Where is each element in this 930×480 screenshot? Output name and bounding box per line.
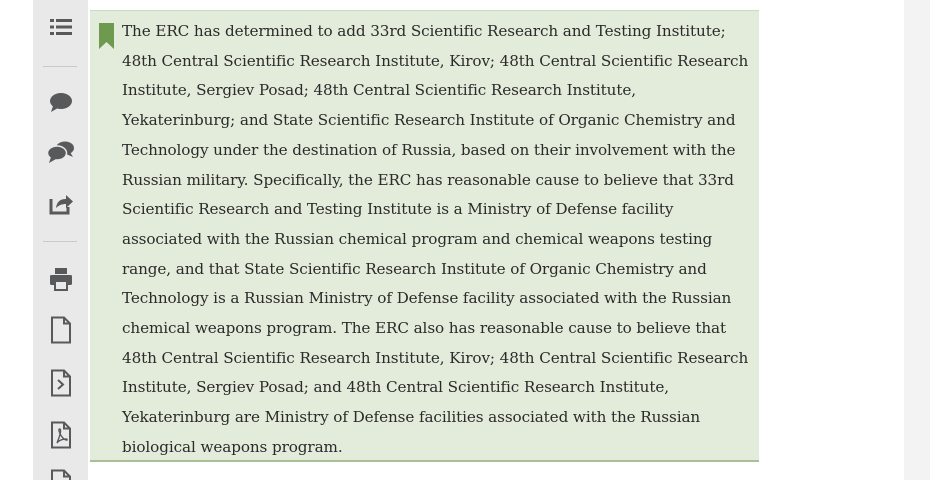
paragraph-text: The ERC has determined to add 33rd Scientific Research and Testing Institute; 48th Central Scientific Research Institute, Kirov; 48th Central Scientific Research Institute, Sergiev Posad; 48th Central Scientific Research Institute, Yekaterinburg; and State Scientific Research Institute of Organic Chemistry and Technology under the destination of Russia, based on their involvement with the Russian military. Specifically, the ERC has reasonable cause to believe that 33rd Scientific Research and Testing Institute is a Ministry of Defense facility associated with the Russian chemical program and chemical weapons testing range, and that State Scientific Research Institute of Organic Chemistry and Technology is a Russian Ministry of Defense facility associated with the Russian chemical weapons program. The ERC also has reasonable cause to believe that 48th Central Scientific Research Institute, Kirov; 48th Central Scientific Research Institute, Sergiev Posad; and 48th Central Scientific Research Institute, Yekaterinburg are Ministry of Defense facilities associated with the Russian biological weapons program. <box>122 22 749 456</box>
comments-button[interactable] <box>33 135 88 169</box>
toolbar-divider <box>43 66 77 67</box>
table-of-contents-button[interactable] <box>33 10 88 44</box>
comment-button[interactable] <box>33 85 88 119</box>
toolbar-divider <box>43 241 77 242</box>
more-document-button[interactable] <box>33 466 88 480</box>
more-document-icon <box>50 469 72 480</box>
comment-icon <box>48 91 74 113</box>
xml-document-button[interactable] <box>33 366 88 400</box>
print-icon <box>48 266 74 292</box>
right-edge-panel <box>904 0 930 480</box>
share-icon <box>48 192 74 216</box>
list-icon <box>49 17 73 37</box>
share-button[interactable] <box>33 187 88 221</box>
pdf-document-icon <box>50 421 72 449</box>
document-button[interactable] <box>33 313 88 347</box>
document-icon <box>50 316 72 344</box>
highlighted-paragraph-block <box>90 10 759 462</box>
right-margin <box>759 0 904 480</box>
comments-icon <box>46 140 76 164</box>
print-button[interactable] <box>33 262 88 296</box>
document-toolbar <box>33 0 88 480</box>
xml-document-icon <box>50 369 72 397</box>
pdf-document-button[interactable] <box>33 418 88 452</box>
bookmark-icon[interactable] <box>99 23 114 49</box>
